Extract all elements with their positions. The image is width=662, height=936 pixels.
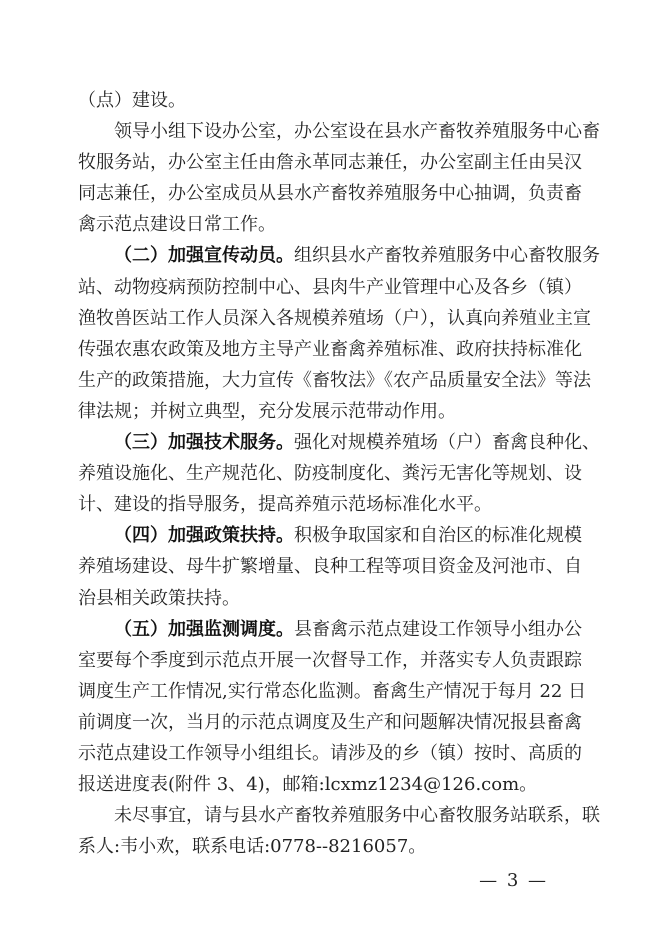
section-heading-line <box>78 520 582 551</box>
page-number: — 3 — <box>479 870 548 891</box>
text-line: 养殖场建设、母牛扩繁增量、良种工程等项目资金及河池市、自 <box>78 556 582 578</box>
text-line: 室要每个季度到示范点开展一次督导工作，并落实专人负责跟踪 <box>78 649 582 671</box>
text-span: 强化对规模养殖场（户）畜禽良种化、 <box>294 432 600 454</box>
section-heading-line <box>78 614 582 645</box>
text-line: 报送进度表(附件 3、4)，邮箱:lcxmz1234@126.com。 <box>78 774 538 796</box>
section-heading: （四）加强政策扶持。 <box>114 525 294 547</box>
text-line: 治县相关政策扶持。 <box>78 587 240 609</box>
text-line: 计、建设的指导服务，提高养殖示范场标准化水平。 <box>78 494 492 516</box>
text-line: 领导小组下设办公室，办公室设在县水产畜牧养殖服务中心畜 <box>114 121 600 143</box>
text-line: 牧服务站，办公室主任由詹永革同志兼任，办公室副主任由吴汉 <box>78 152 582 174</box>
text-line: 禽示范点建设日常工作。 <box>78 214 276 236</box>
text-span: 积极争取国家和自治区的标准化规模 <box>294 525 582 547</box>
text-line: 示范点建设工作领导小组组长。请涉及的乡（镇）按时、高质的 <box>78 742 582 764</box>
section-heading: （二）加强宣传动员。 <box>114 245 294 267</box>
text-line: 同志兼任，办公室成员从县水产畜牧养殖服务中心抽调，负责畜 <box>78 183 582 205</box>
section-heading: （五）加强监测调度。 <box>114 618 294 640</box>
text-span: 县畜禽示范点建设工作领导小组办公 <box>294 618 582 640</box>
text-line: 系人:韦小欢，联系电话:0778--8216057。 <box>78 836 427 858</box>
text-line: 渔牧兽医站工作人员深入各规模养殖场（户），认真向养殖业主宣 <box>78 307 591 329</box>
text-line: 传强农惠农政策及地方主导产业畜禽养殖标准、政府扶持标准化 <box>78 338 582 360</box>
section-heading-line <box>78 427 600 458</box>
document-page <box>78 85 600 862</box>
text-line: 前调度一次，当月的示范点调度及生产和问题解决情况报县畜禽 <box>78 711 582 733</box>
text-line: 生产的政策措施，大力宣传《畜牧法》《农产品质量安全法》等法 <box>78 369 591 391</box>
text-line: （点）建设。 <box>78 90 186 111</box>
text-span: 组织县水产畜牧养殖服务中心畜牧服务 <box>294 245 600 267</box>
text-line: 未尽事宜，请与县水产畜牧养殖服务中心畜牧服务站联系，联 <box>114 805 600 827</box>
text-line: 律法规；并树立典型，充分发展示范带动作用。 <box>78 400 456 422</box>
section-heading: （三）加强技术服务。 <box>114 432 294 454</box>
text-line: 站、动物疫病预防控制中心、县肉牛产业管理中心及各乡（镇） <box>78 276 582 298</box>
text-line: 养殖设施化、生产规范化、防疫制度化、粪污无害化等规划、设 <box>78 463 582 485</box>
text-line: 调度生产工作情况,实行常态化监测。畜禽生产情况于每月 22 日 <box>78 680 587 702</box>
section-heading-line <box>78 240 600 271</box>
